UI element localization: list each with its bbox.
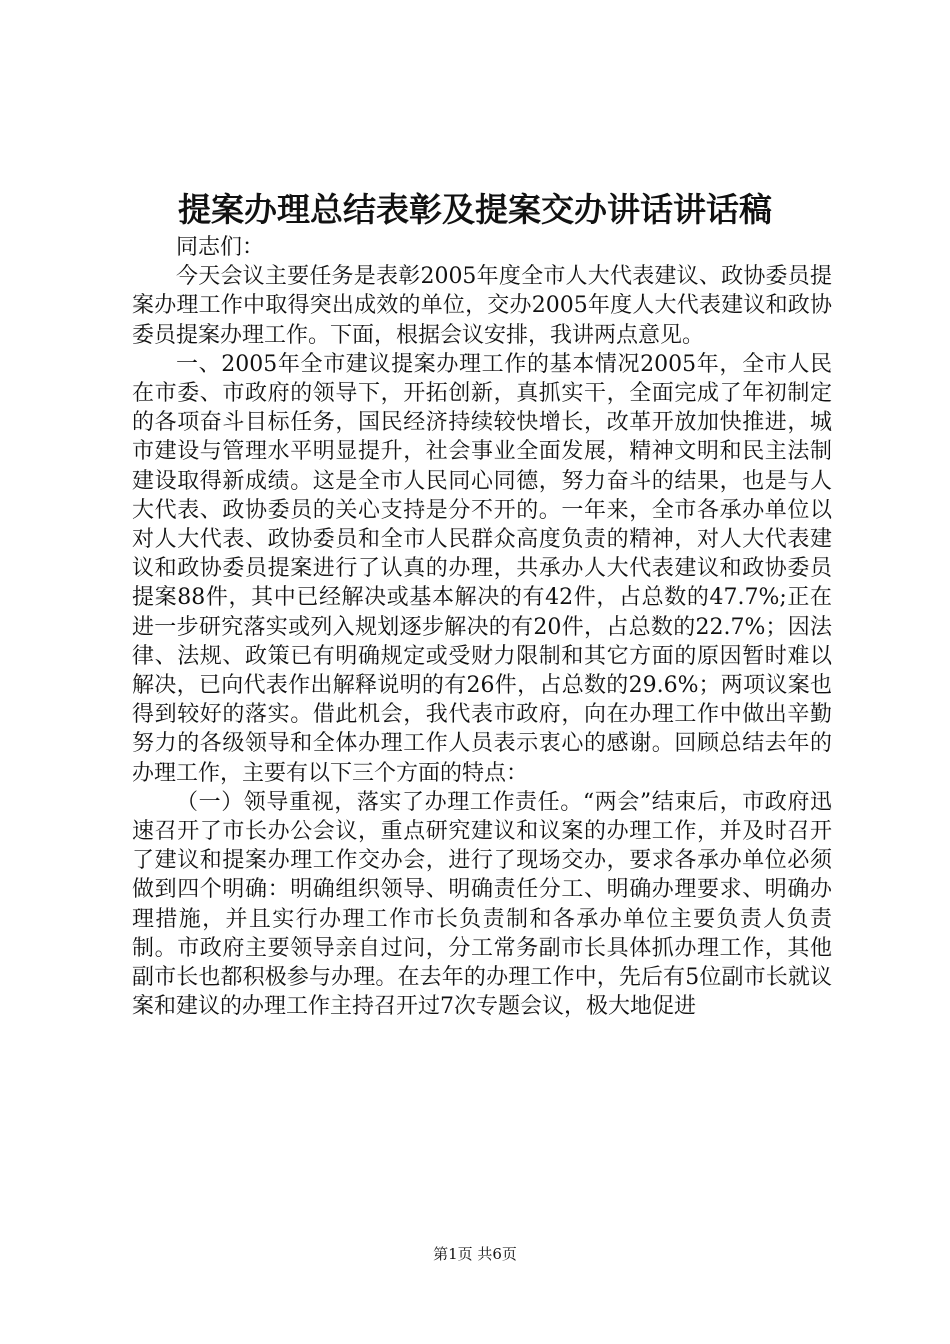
paragraph-subsection-one: （一）领导重视，落实了办理工作责任。“两会”结束后，市政府迅速召开了市长办公会议，重点研究建议和议案的办理工作，并及时召开了建议和提案办理工作交办会，进行了现场交办，要求各承办单位必须做到四个明确：明确组织领导、明确责任分工、明确办理要求、明确办理措施，并且实行办理工作市长负责制和各承办单位主要负责人负责制。市政府主要领导亲自过问，分工常务副市长具体抓办理工作，其他副市长也都积极参与办理。在去年的办理工作中，先后有5位副市长就议案和建议的办理工作主持召开过7次专题会议，极大地促进: [132, 789, 832, 1020]
paragraph-intro: 今天会议主要任务是表彰2005年度全市人大代表建议、政协委员提案办理工作中取得突出成效的单位，交办2005年度人大代表建议和政协委员提案办理工作。下面，根据会议安排，我讲两点意见。: [132, 264, 832, 348]
salutation: 同志们：: [176, 235, 265, 260]
document-body: [132, 233, 832, 1021]
document-title: 提案办理总结表彰及提案交办讲话讲话稿: [178, 190, 772, 229]
page-number-footer: 第1页 共6页: [433, 1245, 517, 1263]
paragraph-section-one: 一、2005年全市建议提案办理工作的基本情况2005年，全市人民在市委、市政府的领导下，开拓创新，真抓实干，全面完成了年初制定的各项奋斗目标任务，国民经济持续较快增长，改革开放加快推进，城市建设与管理水平明显提升，社会事业全面发展，精神文明和民主法制建设取得新成绩。这是全市人民同心同德，努力奋斗的结果，也是与人大代表、政协委员的关心支持是分不开的。一年来，全市各承办单位以对人大代表、政协委员和全市人民群众高度负责的精神，对人大代表建议和政协委员提案进行了认真的办理，共承办人大代表建议和政协委员提案88件，其中已经解决或基本解决的有42件，占总数的47.7%;正在进一步研究落实或列入规划逐步解决的有20件，占总数的22.7%；因法律、法规、政策已有明确规定或受财力限制和其它方面的原因暂时难以解决，已向代表作出解释说明的有26件，占总数的29.6%；两项议案也得到较好的落实。借此机会，我代表市政府，向在办理工作中做出辛勤努力的各级领导和全体办理工作人员表示衷心的感谢。回顾总结去年的办理工作，主要有以下三个方面的特点：: [132, 351, 832, 786]
